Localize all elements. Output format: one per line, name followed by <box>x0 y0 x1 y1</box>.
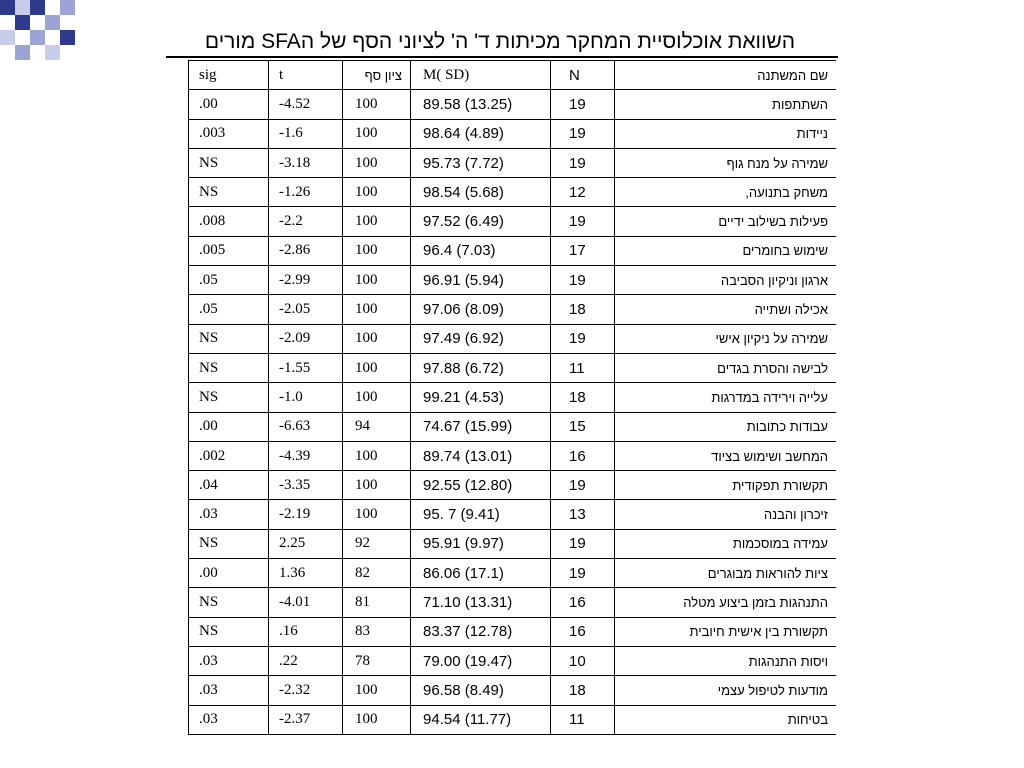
cell-t: -2.32 <box>269 676 343 705</box>
cell-variable: תקשורת תפקודית <box>615 471 837 500</box>
deco-square <box>45 45 60 60</box>
cell-mean-sd: 86.06 (17.1) <box>411 559 551 588</box>
cell-sig: NS <box>189 383 269 412</box>
header-sig: sig <box>189 61 269 90</box>
cell-mean-sd: 96.4 (7.03) <box>411 236 551 265</box>
cell-cutoff: 100 <box>343 236 411 265</box>
cell-n: 18 <box>551 383 615 412</box>
cell-sig: .005 <box>189 236 269 265</box>
cell-cutoff: 81 <box>343 588 411 617</box>
cell-sig: NS <box>189 588 269 617</box>
cell-t: -1.0 <box>269 383 343 412</box>
cell-sig: NS <box>189 324 269 353</box>
cell-n: 19 <box>551 471 615 500</box>
cell-sig: .05 <box>189 266 269 295</box>
cell-sig: .03 <box>189 500 269 529</box>
cell-t: -2.05 <box>269 295 343 324</box>
table-row <box>189 383 837 412</box>
cell-n: 19 <box>551 529 615 558</box>
cell-variable: משחק בתנועה, <box>615 178 837 207</box>
cell-sig: .002 <box>189 441 269 470</box>
cell-cutoff: 100 <box>343 353 411 382</box>
cell-sig: NS <box>189 617 269 646</box>
cell-n: 17 <box>551 236 615 265</box>
cell-t: .16 <box>269 617 343 646</box>
cell-t: -2.09 <box>269 324 343 353</box>
cell-mean-sd: 97.88 (6.72) <box>411 353 551 382</box>
cell-variable: עמידה במוסכמות <box>615 529 837 558</box>
table-row <box>189 119 837 148</box>
cell-t: -1.26 <box>269 178 343 207</box>
header-t: t <box>269 61 343 90</box>
cell-cutoff: 94 <box>343 412 411 441</box>
cell-mean-sd: 83.37 (12.78) <box>411 617 551 646</box>
cell-mean-sd: 71.10 (13.31) <box>411 588 551 617</box>
cell-t: -3.35 <box>269 471 343 500</box>
cell-sig: NS <box>189 178 269 207</box>
cell-t: 1.36 <box>269 559 343 588</box>
cell-variable: עלייה וירידה במדרגות <box>615 383 837 412</box>
header-mean-sd: M( SD) <box>411 61 551 90</box>
cell-variable: זיכרון והבנה <box>615 500 837 529</box>
cell-mean-sd: 98.54 (5.68) <box>411 178 551 207</box>
cell-variable: השתתפות <box>615 90 837 119</box>
cell-cutoff: 100 <box>343 90 411 119</box>
cell-mean-sd: 97.52 (6.49) <box>411 207 551 236</box>
table-row <box>189 207 837 236</box>
cell-mean-sd: 89.58 (13.25) <box>411 90 551 119</box>
cell-t: -2.86 <box>269 236 343 265</box>
deco-square <box>15 0 30 15</box>
results-table-container <box>188 60 836 768</box>
cell-t: -2.37 <box>269 705 343 734</box>
cell-t: -4.52 <box>269 90 343 119</box>
cell-variable: שמירה על ניקיון אישי <box>615 324 837 353</box>
table-row <box>189 588 837 617</box>
table-row <box>189 353 837 382</box>
cell-variable: שמירה על מנח גוף <box>615 148 837 177</box>
cell-cutoff: 100 <box>343 148 411 177</box>
cell-sig: .003 <box>189 119 269 148</box>
cell-t: -4.01 <box>269 588 343 617</box>
cell-variable: ניידות <box>615 119 837 148</box>
cell-mean-sd: 98.64 (4.89) <box>411 119 551 148</box>
cell-t: -2.99 <box>269 266 343 295</box>
table-row <box>189 500 837 529</box>
cell-mean-sd: 94.54 (11.77) <box>411 705 551 734</box>
cell-variable: מודעות לטיפול עצמי <box>615 676 837 705</box>
cell-n: 16 <box>551 441 615 470</box>
deco-square <box>60 30 75 45</box>
cell-cutoff: 100 <box>343 324 411 353</box>
title-underline <box>166 56 838 58</box>
cell-n: 19 <box>551 207 615 236</box>
deco-square <box>60 0 75 15</box>
deco-square <box>45 15 60 30</box>
cell-mean-sd: 79.00 (19.47) <box>411 646 551 675</box>
cell-variable: ארגון וניקיון הסביבה <box>615 266 837 295</box>
table-row <box>189 148 837 177</box>
table-row <box>189 266 837 295</box>
cell-cutoff: 100 <box>343 266 411 295</box>
cell-variable: אכילה ושתייה <box>615 295 837 324</box>
table-row <box>189 236 837 265</box>
cell-cutoff: 100 <box>343 207 411 236</box>
cell-cutoff: 92 <box>343 529 411 558</box>
table-row <box>189 178 837 207</box>
table-row <box>189 441 837 470</box>
cell-t: -2.19 <box>269 500 343 529</box>
cell-n: 12 <box>551 178 615 207</box>
cell-cutoff: 100 <box>343 500 411 529</box>
corner-decoration <box>0 0 90 70</box>
cell-n: 13 <box>551 500 615 529</box>
cell-sig: .03 <box>189 646 269 675</box>
deco-square <box>0 30 15 45</box>
cell-n: 11 <box>551 353 615 382</box>
table-row <box>189 412 837 441</box>
cell-n: 19 <box>551 559 615 588</box>
table-row <box>189 676 837 705</box>
cell-mean-sd: 97.06 (8.09) <box>411 295 551 324</box>
cell-variable: המחשב ושימוש בציוד <box>615 441 837 470</box>
header-n: N <box>551 61 615 90</box>
cell-variable: ויסות התנהגות <box>615 646 837 675</box>
results-table-body <box>189 61 837 735</box>
cell-sig: NS <box>189 529 269 558</box>
cell-cutoff: 100 <box>343 676 411 705</box>
cell-mean-sd: 95.91 (9.97) <box>411 529 551 558</box>
cell-variable: פעילות בשילוב ידיים <box>615 207 837 236</box>
cell-mean-sd: 74.67 (15.99) <box>411 412 551 441</box>
cell-t: -1.55 <box>269 353 343 382</box>
deco-square <box>30 0 45 15</box>
header-variable: שם המשתנה <box>615 61 837 90</box>
slide-title: השוואת אוכלוסיית המחקר מכיתות ד' ה' לציוני הסף של הSFA מורים <box>204 30 796 53</box>
cell-cutoff: 100 <box>343 705 411 734</box>
cell-n: 19 <box>551 90 615 119</box>
cell-n: 16 <box>551 588 615 617</box>
cell-sig: .03 <box>189 705 269 734</box>
cell-t: .22 <box>269 646 343 675</box>
cell-t: -1.6 <box>269 119 343 148</box>
table-header-row <box>189 61 837 90</box>
cell-mean-sd: 96.91 (5.94) <box>411 266 551 295</box>
results-table <box>188 60 836 735</box>
cell-mean-sd: 97.49 (6.92) <box>411 324 551 353</box>
cell-sig: NS <box>189 148 269 177</box>
deco-square <box>15 45 30 60</box>
table-row <box>189 646 837 675</box>
cell-sig: .00 <box>189 559 269 588</box>
cell-n: 19 <box>551 324 615 353</box>
cell-n: 18 <box>551 295 615 324</box>
cell-sig: .04 <box>189 471 269 500</box>
cell-t: -6.63 <box>269 412 343 441</box>
cell-sig: .05 <box>189 295 269 324</box>
table-row <box>189 324 837 353</box>
cell-variable: לבישה והסרת בגדים <box>615 353 837 382</box>
cell-cutoff: 78 <box>343 646 411 675</box>
cell-sig: .03 <box>189 676 269 705</box>
cell-cutoff: 100 <box>343 383 411 412</box>
cell-variable: עבודות כתובות <box>615 412 837 441</box>
cell-t: -3.18 <box>269 148 343 177</box>
cell-n: 16 <box>551 617 615 646</box>
cell-mean-sd: 92.55 (12.80) <box>411 471 551 500</box>
cell-n: 15 <box>551 412 615 441</box>
cell-t: -2.2 <box>269 207 343 236</box>
cell-t: 2.25 <box>269 529 343 558</box>
cell-n: 19 <box>551 148 615 177</box>
table-row <box>189 559 837 588</box>
cell-sig: .00 <box>189 412 269 441</box>
cell-variable: שימוש בחומרים <box>615 236 837 265</box>
cell-n: 18 <box>551 676 615 705</box>
cell-cutoff: 100 <box>343 441 411 470</box>
cell-n: 11 <box>551 705 615 734</box>
cell-mean-sd: 95.73 (7.72) <box>411 148 551 177</box>
deco-square <box>0 0 15 15</box>
cell-cutoff: 83 <box>343 617 411 646</box>
cell-mean-sd: 95. 7 (9.41) <box>411 500 551 529</box>
cell-mean-sd: 99.21 (4.53) <box>411 383 551 412</box>
cell-variable: תקשורת בין אישית חיובית <box>615 617 837 646</box>
table-row <box>189 471 837 500</box>
cell-mean-sd: 96.58 (8.49) <box>411 676 551 705</box>
cell-cutoff: 100 <box>343 119 411 148</box>
table-row <box>189 617 837 646</box>
cell-n: 19 <box>551 119 615 148</box>
cell-variable: בטיחות <box>615 705 837 734</box>
table-row <box>189 529 837 558</box>
cell-n: 19 <box>551 266 615 295</box>
cell-variable: התנהגות בזמן ביצוע מטלה <box>615 588 837 617</box>
table-row <box>189 295 837 324</box>
cell-cutoff: 100 <box>343 471 411 500</box>
cell-cutoff: 100 <box>343 178 411 207</box>
cell-cutoff: 100 <box>343 295 411 324</box>
cell-sig: .00 <box>189 90 269 119</box>
cell-n: 10 <box>551 646 615 675</box>
cell-mean-sd: 89.74 (13.01) <box>411 441 551 470</box>
deco-square <box>30 30 45 45</box>
cell-t: -4.39 <box>269 441 343 470</box>
cell-variable: ציות להוראות מבוגרים <box>615 559 837 588</box>
table-row <box>189 90 837 119</box>
header-cutoff: ציון סף <box>343 61 411 90</box>
cell-cutoff: 82 <box>343 559 411 588</box>
table-row <box>189 705 837 734</box>
deco-square <box>15 15 30 30</box>
cell-sig: .008 <box>189 207 269 236</box>
cell-sig: NS <box>189 353 269 382</box>
